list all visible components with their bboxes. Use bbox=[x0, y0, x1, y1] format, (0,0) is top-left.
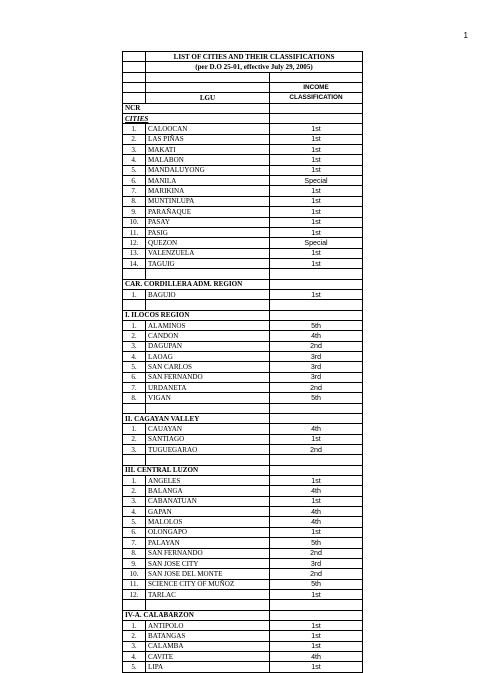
blank-row bbox=[123, 300, 363, 310]
city-name: SAN FERNANDO bbox=[146, 548, 270, 558]
income-class: 1st bbox=[270, 527, 363, 537]
income-class: 1st bbox=[270, 641, 363, 651]
row-number: 1. bbox=[123, 124, 146, 134]
income-class: 1st bbox=[270, 248, 363, 258]
row-number: 4. bbox=[123, 651, 146, 661]
income-class: 1st bbox=[270, 165, 363, 175]
row-number: 6. bbox=[123, 372, 146, 382]
income-class: 5th bbox=[270, 538, 363, 548]
blank-cell bbox=[123, 93, 146, 103]
income-class: 1st bbox=[270, 227, 363, 237]
section-row bbox=[123, 103, 363, 113]
city-name: LIPA bbox=[146, 662, 270, 672]
city-name: VIGAN bbox=[146, 393, 270, 403]
city-name: BATANGAS bbox=[146, 631, 270, 641]
table-row bbox=[123, 620, 363, 630]
city-name: ANGELES bbox=[146, 476, 270, 486]
row-number: 1. bbox=[123, 620, 146, 630]
city-name: ALAMINOS bbox=[146, 320, 270, 330]
section-heading: II. CAGAYAN VALLEY bbox=[123, 414, 270, 424]
row-number: 9. bbox=[123, 558, 146, 568]
blank-cell bbox=[270, 310, 363, 320]
table-row bbox=[123, 517, 363, 527]
blank-cell bbox=[123, 455, 146, 465]
row-number: 4. bbox=[123, 155, 146, 165]
blank-cell bbox=[270, 300, 363, 310]
table-row bbox=[123, 248, 363, 258]
section-heading: NCR bbox=[123, 103, 270, 113]
city-name: PALAYAN bbox=[146, 538, 270, 548]
table-row bbox=[123, 527, 363, 537]
row-number: 3. bbox=[123, 341, 146, 351]
income-class: 1st bbox=[270, 258, 363, 268]
row-number: 1. bbox=[123, 424, 146, 434]
city-name: MANDALUYONG bbox=[146, 165, 270, 175]
income-class: 3rd bbox=[270, 351, 363, 361]
city-name: CANDON bbox=[146, 331, 270, 341]
row-number: 5. bbox=[123, 165, 146, 175]
income-header: INCOME bbox=[270, 83, 363, 93]
section-heading: I. ILOCOS REGION bbox=[123, 310, 270, 320]
city-name: LAS PIÑAS bbox=[146, 134, 270, 144]
income-class: 4th bbox=[270, 331, 363, 341]
table-body bbox=[123, 52, 363, 673]
income-class: 2nd bbox=[270, 383, 363, 393]
city-name: DAGUPAN bbox=[146, 341, 270, 351]
income-class: 1st bbox=[270, 589, 363, 599]
income-class: 4th bbox=[270, 507, 363, 517]
row-number: 3. bbox=[123, 496, 146, 506]
classification-header: CLASSIFICATION bbox=[270, 93, 363, 103]
blank-cell bbox=[123, 403, 146, 413]
table-row bbox=[123, 165, 363, 175]
table-row bbox=[123, 486, 363, 496]
section-row bbox=[123, 610, 363, 620]
table-row bbox=[123, 289, 363, 299]
title-row-3 bbox=[123, 72, 363, 82]
section-heading: CAR. CORDILLERA ADM. REGION bbox=[123, 279, 270, 289]
row-number: 2. bbox=[123, 331, 146, 341]
income-class: 1st bbox=[270, 134, 363, 144]
blank-row bbox=[123, 269, 363, 279]
table-title: LIST OF CITIES AND THEIR CLASSIFICATIONS bbox=[146, 52, 363, 62]
city-name: CALAMBA bbox=[146, 641, 270, 651]
city-name: GAPAN bbox=[146, 507, 270, 517]
row-number: 9. bbox=[123, 207, 146, 217]
blank-cell bbox=[123, 72, 146, 82]
city-name: SAN FERNANDO bbox=[146, 372, 270, 382]
income-class: 5th bbox=[270, 393, 363, 403]
table-row bbox=[123, 155, 363, 165]
city-name: MANILA bbox=[146, 176, 270, 186]
blank-cell bbox=[146, 403, 270, 413]
income-class: 3rd bbox=[270, 372, 363, 382]
blank-cell bbox=[123, 600, 146, 610]
income-class: 1st bbox=[270, 155, 363, 165]
city-name: CALOOCAN bbox=[146, 124, 270, 134]
page-number: 1 bbox=[463, 31, 468, 40]
row-number: 11. bbox=[123, 579, 146, 589]
city-name: CAUAYAN bbox=[146, 424, 270, 434]
blank-cell bbox=[270, 72, 363, 82]
row-number: 4. bbox=[123, 507, 146, 517]
table-row bbox=[123, 331, 363, 341]
city-name: LAOAG bbox=[146, 351, 270, 361]
row-number: 1. bbox=[123, 476, 146, 486]
income-class: 5th bbox=[270, 579, 363, 589]
blank-cell bbox=[270, 403, 363, 413]
blank-cell bbox=[270, 600, 363, 610]
city-name: SAN JOSE CITY bbox=[146, 558, 270, 568]
table-subtitle: (per D.O 25-01, effective July 29, 2005) bbox=[146, 62, 363, 72]
row-number: 3. bbox=[123, 145, 146, 155]
city-name: PARAÑAQUE bbox=[146, 207, 270, 217]
blank-cell bbox=[146, 455, 270, 465]
income-class: 1st bbox=[270, 620, 363, 630]
city-name: SAN JOSE DEL MONTE bbox=[146, 569, 270, 579]
table-row bbox=[123, 227, 363, 237]
table-row bbox=[123, 258, 363, 268]
blank-row bbox=[123, 455, 363, 465]
table-row bbox=[123, 207, 363, 217]
row-number: 12. bbox=[123, 238, 146, 248]
table-row bbox=[123, 124, 363, 134]
row-number: 5. bbox=[123, 517, 146, 527]
row-number: 3. bbox=[123, 445, 146, 455]
income-class: 5th bbox=[270, 320, 363, 330]
city-name: SAN CARLOS bbox=[146, 362, 270, 372]
blank-cell bbox=[270, 103, 363, 113]
blank-cell bbox=[146, 72, 270, 82]
table-row bbox=[123, 445, 363, 455]
city-name: TARLAC bbox=[146, 589, 270, 599]
city-name: BAGUIO bbox=[146, 289, 270, 299]
section-heading: IV-A. CALABARZON bbox=[123, 610, 270, 620]
row-number: 7. bbox=[123, 383, 146, 393]
income-class: 2nd bbox=[270, 569, 363, 579]
blank-cell bbox=[270, 114, 363, 124]
row-number: 2. bbox=[123, 631, 146, 641]
table-row bbox=[123, 145, 363, 155]
blank-cell bbox=[270, 414, 363, 424]
income-class: 4th bbox=[270, 486, 363, 496]
table-row bbox=[123, 548, 363, 558]
city-name: MAKATI bbox=[146, 145, 270, 155]
cities-table bbox=[122, 51, 363, 673]
row-number: 3. bbox=[123, 641, 146, 651]
table-row bbox=[123, 186, 363, 196]
city-name: VALENZUELA bbox=[146, 248, 270, 258]
city-name: PASIG bbox=[146, 227, 270, 237]
table-row bbox=[123, 196, 363, 206]
income-class: 2nd bbox=[270, 445, 363, 455]
row-number: 11. bbox=[123, 227, 146, 237]
title-row-2 bbox=[123, 62, 363, 72]
row-number: 7. bbox=[123, 186, 146, 196]
income-class: 1st bbox=[270, 124, 363, 134]
table-row bbox=[123, 134, 363, 144]
table-row bbox=[123, 558, 363, 568]
city-name: OLONGAPO bbox=[146, 527, 270, 537]
section-row bbox=[123, 279, 363, 289]
table-row bbox=[123, 662, 363, 672]
city-name: ANTIPOLO bbox=[146, 620, 270, 630]
blank-row bbox=[123, 600, 363, 610]
table-row bbox=[123, 176, 363, 186]
city-name: SANTIAGO bbox=[146, 434, 270, 444]
table-row bbox=[123, 569, 363, 579]
income-class: 1st bbox=[270, 496, 363, 506]
blank-cell bbox=[270, 610, 363, 620]
table-row bbox=[123, 320, 363, 330]
section-row bbox=[123, 414, 363, 424]
income-class: 1st bbox=[270, 289, 363, 299]
blank-cell bbox=[270, 455, 363, 465]
income-class: 4th bbox=[270, 651, 363, 661]
section-row bbox=[123, 310, 363, 320]
row-number: 10. bbox=[123, 569, 146, 579]
table-row bbox=[123, 538, 363, 548]
blank-cell bbox=[146, 300, 270, 310]
income-class: Special bbox=[270, 238, 363, 248]
blank-cell bbox=[123, 52, 146, 62]
city-name: BALANGA bbox=[146, 486, 270, 496]
table-row bbox=[123, 589, 363, 599]
row-number: 13. bbox=[123, 248, 146, 258]
table-row bbox=[123, 362, 363, 372]
income-class: 1st bbox=[270, 207, 363, 217]
row-number: 5. bbox=[123, 662, 146, 672]
table-row bbox=[123, 351, 363, 361]
table-row bbox=[123, 393, 363, 403]
table-row bbox=[123, 434, 363, 444]
income-class: 2nd bbox=[270, 341, 363, 351]
row-number: 1. bbox=[123, 320, 146, 330]
income-class: Special bbox=[270, 176, 363, 186]
city-name: CAVITE bbox=[146, 651, 270, 661]
row-number: 6. bbox=[123, 176, 146, 186]
row-number: 8. bbox=[123, 393, 146, 403]
row-number: 4. bbox=[123, 351, 146, 361]
blank-cell bbox=[146, 600, 270, 610]
table-row bbox=[123, 238, 363, 248]
blank-cell bbox=[270, 269, 363, 279]
table-row bbox=[123, 424, 363, 434]
table-row bbox=[123, 217, 363, 227]
row-number: 6. bbox=[123, 527, 146, 537]
row-number: 5. bbox=[123, 362, 146, 372]
blank-cell bbox=[146, 83, 270, 93]
row-number: 1. bbox=[123, 289, 146, 299]
row-number: 8. bbox=[123, 548, 146, 558]
row-number: 8. bbox=[123, 196, 146, 206]
city-name: MUNTINLUPA bbox=[146, 196, 270, 206]
city-name: SCIENCE CITY OF MUÑOZ bbox=[146, 579, 270, 589]
city-name: TUGUEGARAO bbox=[146, 445, 270, 455]
lgu-header: LGU bbox=[146, 93, 270, 103]
city-name: QUEZON bbox=[146, 238, 270, 248]
income-class: 1st bbox=[270, 186, 363, 196]
row-number: 7. bbox=[123, 538, 146, 548]
income-class: 1st bbox=[270, 145, 363, 155]
income-class: 1st bbox=[270, 631, 363, 641]
income-class: 1st bbox=[270, 196, 363, 206]
row-number: 12. bbox=[123, 589, 146, 599]
row-number: 2. bbox=[123, 486, 146, 496]
city-name: URDANETA bbox=[146, 383, 270, 393]
blank-cell bbox=[123, 62, 146, 72]
row-number: 14. bbox=[123, 258, 146, 268]
table-row bbox=[123, 507, 363, 517]
table-row bbox=[123, 641, 363, 651]
income-class: 1st bbox=[270, 434, 363, 444]
table-row bbox=[123, 372, 363, 382]
blank-cell bbox=[270, 465, 363, 475]
table-row bbox=[123, 476, 363, 486]
blank-row bbox=[123, 403, 363, 413]
city-name: CABANATUAN bbox=[146, 496, 270, 506]
section-row bbox=[123, 465, 363, 475]
blank-cell bbox=[123, 83, 146, 93]
header-row-2 bbox=[123, 93, 363, 103]
income-class: 1st bbox=[270, 662, 363, 672]
row-number: 2. bbox=[123, 134, 146, 144]
section-heading: III. CENTRAL LUZON bbox=[123, 465, 270, 475]
blank-cell bbox=[123, 269, 146, 279]
income-class: 4th bbox=[270, 424, 363, 434]
city-name: PASAY bbox=[146, 217, 270, 227]
city-name: MALOLOS bbox=[146, 517, 270, 527]
city-name: MARIKINA bbox=[146, 186, 270, 196]
subsection-heading: CITIES bbox=[123, 114, 270, 124]
blank-cell bbox=[270, 279, 363, 289]
income-class: 1st bbox=[270, 217, 363, 227]
title-row-1 bbox=[123, 52, 363, 62]
blank-cell bbox=[146, 269, 270, 279]
blank-cell bbox=[123, 300, 146, 310]
header-row-1 bbox=[123, 83, 363, 93]
income-class: 4th bbox=[270, 517, 363, 527]
table-row bbox=[123, 651, 363, 661]
table-row bbox=[123, 496, 363, 506]
income-class: 3rd bbox=[270, 558, 363, 568]
table-row bbox=[123, 383, 363, 393]
table-row bbox=[123, 341, 363, 351]
income-class: 1st bbox=[270, 476, 363, 486]
row-number: 2. bbox=[123, 434, 146, 444]
table-row bbox=[123, 579, 363, 589]
city-name: MALABON bbox=[146, 155, 270, 165]
row-number: 10. bbox=[123, 217, 146, 227]
income-class: 3rd bbox=[270, 362, 363, 372]
subsection-row bbox=[123, 114, 363, 124]
income-class: 2nd bbox=[270, 548, 363, 558]
city-name: TAGUIG bbox=[146, 258, 270, 268]
